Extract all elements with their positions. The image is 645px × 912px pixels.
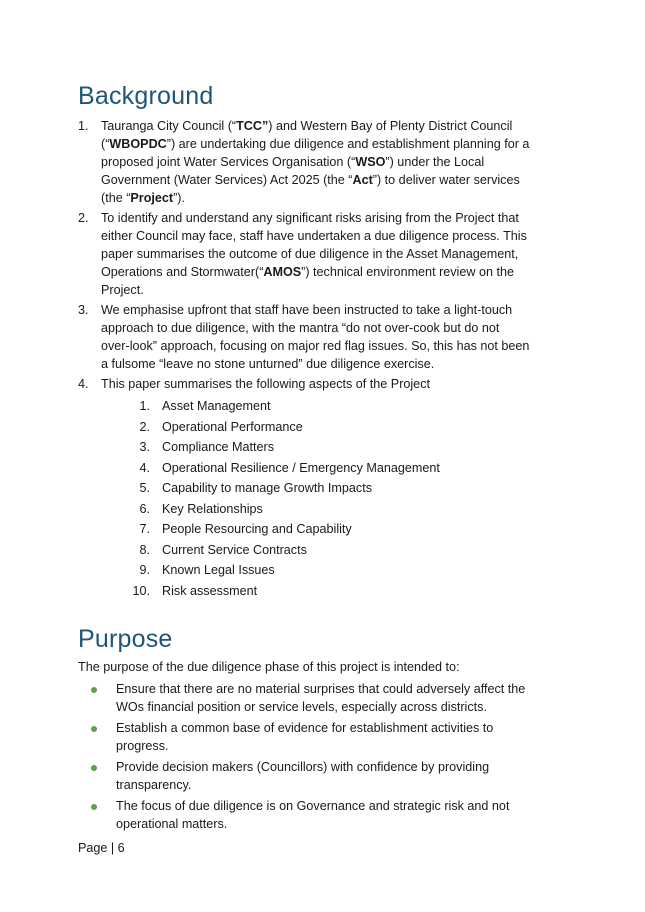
bullet-text-line: operational matters. [116,817,228,831]
aspect-label: Risk assessment [162,583,258,598]
list-number: 1. [78,119,89,133]
bullet-text-line: transparency. [116,778,192,792]
list-item-line: approach to due diligence, with the mantra “do not over-cook but do not [101,321,500,335]
aspect-label: Current Service Contracts [162,542,307,557]
aspect-number: 2. [139,419,150,434]
list-item-line: over-look” approach, focusing on major red flag issues. So, this has not been [101,339,530,353]
aspect-number: 1. [139,399,150,413]
list-item-line: (the “Project”). [101,191,185,205]
defined-term: WBOPDC [109,137,167,151]
list-item-line: either Council may face, staff have undertaken a due diligence process. This [101,229,527,243]
bullet-text-line: Ensure that there are no material surprises that could adversely affect the [116,682,526,696]
aspect-label: People Resourcing and Capability [162,522,352,536]
bullet-text-line: Establish a common base of evidence for establishment activities to [116,721,494,735]
bullet-icon [91,726,97,732]
list-item-line: paper summarises the outcome of due diligence in the Asset Management, [101,247,519,261]
bullet-icon [91,765,97,771]
aspect-number: 7. [139,522,150,536]
defined-term: Project [130,191,174,205]
aspect-number: 4. [139,460,150,475]
aspect-number: 6. [139,501,150,516]
aspect-label: Asset Management [162,399,271,413]
defined-term: AMOS [263,265,302,279]
background-heading: Background [78,82,214,110]
list-number: 2. [78,211,89,225]
aspect-label: Key Relationships [162,501,263,516]
list-item-line: Project. [101,283,144,297]
list-item-line: (“WBOPDC”) are undertaking due diligence and establishment planning for a [101,137,530,151]
bullet-text-line: Provide decision makers (Councillors) with confidence by providing [116,760,490,774]
list-item-line: Government (Water Services) Act 2025 (the “Act”) to deliver water services [101,173,520,187]
aspect-number: 3. [139,440,150,454]
list-item-line: Operations and Stormwater(“AMOS”) technical environment review on the [101,265,514,279]
list-item-line: This paper summarises the following aspects of the Project [101,377,430,391]
list-item-line: To identify and understand any significant risks arising from the Project that [101,211,519,225]
list-number: 3. [78,303,89,317]
defined-term: TCC” [236,119,269,133]
bullet-icon [91,804,97,810]
aspect-label: Known Legal Issues [162,563,275,577]
list-item-line: Tauranga City Council (“TCC”) and Western Bay of Plenty District Council [101,119,513,133]
page-number: Page | 6 [78,841,125,855]
aspect-number: 5. [139,481,150,495]
aspect-label: Operational Performance [162,419,303,434]
list-number: 4. [78,377,89,391]
defined-term: Act [352,173,373,187]
bullet-text-line: The focus of due diligence is on Governance and strategic risk and not [116,799,510,813]
list-item-line: We emphasise upfront that staff have been instructed to take a light-touch [101,303,513,317]
defined-term: WSO [355,155,386,169]
aspect-number: 10. [132,583,150,598]
purpose-intro: The purpose of the due diligence phase of this project is intended to: [78,660,460,674]
bullet-icon [91,687,97,693]
list-item-line: a fulsome “leave no stone unturned” due diligence exercise. [101,357,435,371]
aspect-label: Compliance Matters [162,440,274,454]
aspect-number: 8. [139,542,150,557]
bullet-text-line: progress. [116,739,169,753]
aspect-label: Capability to manage Growth Impacts [162,481,372,495]
aspect-label: Operational Resilience / Emergency Management [162,460,440,475]
bullet-text-line: WOs financial position or service levels, especially across districts. [116,700,487,714]
purpose-heading: Purpose [78,625,173,653]
aspect-number: 9. [139,563,150,577]
list-item-line: proposed joint Water Services Organisation (“WSO”) under the Local [101,155,485,169]
